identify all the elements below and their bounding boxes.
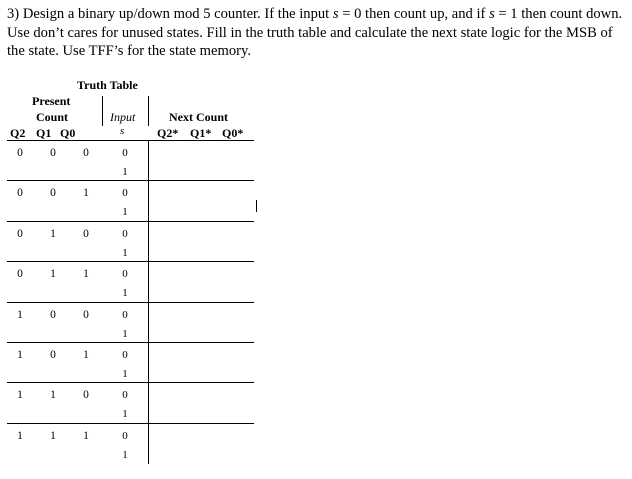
- cell-input-s: 0: [122, 147, 128, 159]
- col-header-q1: Q1: [36, 126, 52, 140]
- next-count-header: Next Count: [169, 110, 228, 124]
- column-divider-top-right: [148, 96, 149, 126]
- cell-input-s: 0: [122, 429, 128, 442]
- row-divider: [7, 180, 254, 181]
- cell-q2: 1: [17, 308, 23, 321]
- cell-input-s: 0: [122, 389, 128, 402]
- cell-q1: 1: [50, 429, 56, 442]
- cell-q0: 1: [83, 187, 89, 200]
- col-header-q1-next: Q1*: [190, 126, 212, 140]
- col-header-q0: Q0: [60, 126, 76, 140]
- column-divider-top-left: [102, 96, 103, 126]
- cell-input-s: 1: [122, 368, 128, 380]
- cell-q0: 0: [83, 227, 89, 240]
- col-header-q2: Q2: [10, 126, 26, 140]
- row-divider: [7, 302, 254, 303]
- row-divider: [7, 261, 254, 262]
- input-variable-s: s: [332, 6, 339, 22]
- cell-input-s: 0: [122, 227, 128, 240]
- cell-q1: 1: [50, 268, 56, 281]
- cell-q1: 1: [50, 227, 56, 240]
- count-header: Count: [36, 110, 69, 124]
- cell-input-s: 1: [122, 166, 128, 178]
- cell-input-s: 1: [122, 287, 128, 300]
- cell-q0: 1: [83, 268, 89, 281]
- row-divider: [7, 342, 254, 343]
- cell-q1: 0: [50, 308, 56, 321]
- input-variable-header: s: [120, 125, 125, 137]
- row-divider: [7, 382, 254, 383]
- cell-q0: 1: [83, 349, 89, 361]
- cursor-mark: [256, 200, 257, 212]
- question-text-part-3: = 1 then count down. Use don’t cares for unused states. Fill in the truth table and calculate the next state logic for the MSB of the state. Use TFF’s for the state memory.: [7, 6, 623, 59]
- cell-q2: 1: [17, 349, 23, 361]
- col-header-q0-next: Q0*: [222, 126, 244, 140]
- cell-q1: 0: [50, 147, 56, 159]
- col-header-q2-next: Q2*: [157, 126, 179, 140]
- cell-q0: 0: [83, 308, 89, 321]
- question-text-part-2: = 0 then count up, and if: [338, 6, 490, 22]
- cell-input-s: 1: [122, 327, 128, 340]
- cell-q2: 0: [17, 147, 23, 159]
- cell-q2: 0: [17, 187, 23, 200]
- cell-q1: 0: [50, 187, 56, 200]
- cell-input-s: 0: [122, 308, 128, 321]
- cell-input-s: 1: [122, 408, 128, 421]
- row-divider: [7, 221, 254, 222]
- cell-input-s: 0: [122, 268, 128, 281]
- cell-input-s: 0: [122, 187, 128, 200]
- cell-q2: 1: [17, 429, 23, 442]
- table-title: Truth Table: [77, 78, 138, 92]
- cell-input-s: 0: [122, 349, 128, 361]
- cell-q1: 1: [50, 389, 56, 402]
- cell-q1: 0: [50, 349, 56, 361]
- cell-q0: 1: [83, 429, 89, 442]
- cell-input-s: 1: [122, 448, 128, 461]
- question-text-part-1: Design a binary up/down mod 5 counter. If the input: [22, 6, 333, 22]
- cell-q0: 0: [83, 389, 89, 402]
- cell-q0: 0: [83, 147, 89, 159]
- input-header: Input: [110, 110, 136, 124]
- cell-q2: 0: [17, 268, 23, 281]
- cell-input-s: 1: [122, 206, 128, 219]
- header-divider: [7, 140, 254, 141]
- question-number: 3): [7, 6, 20, 22]
- cell-q2: 1: [17, 389, 23, 402]
- cell-q2: 0: [17, 227, 23, 240]
- row-divider: [7, 423, 254, 424]
- present-header: Present: [32, 94, 71, 108]
- input-variable-s: s: [489, 6, 495, 22]
- cell-input-s: 1: [122, 246, 128, 259]
